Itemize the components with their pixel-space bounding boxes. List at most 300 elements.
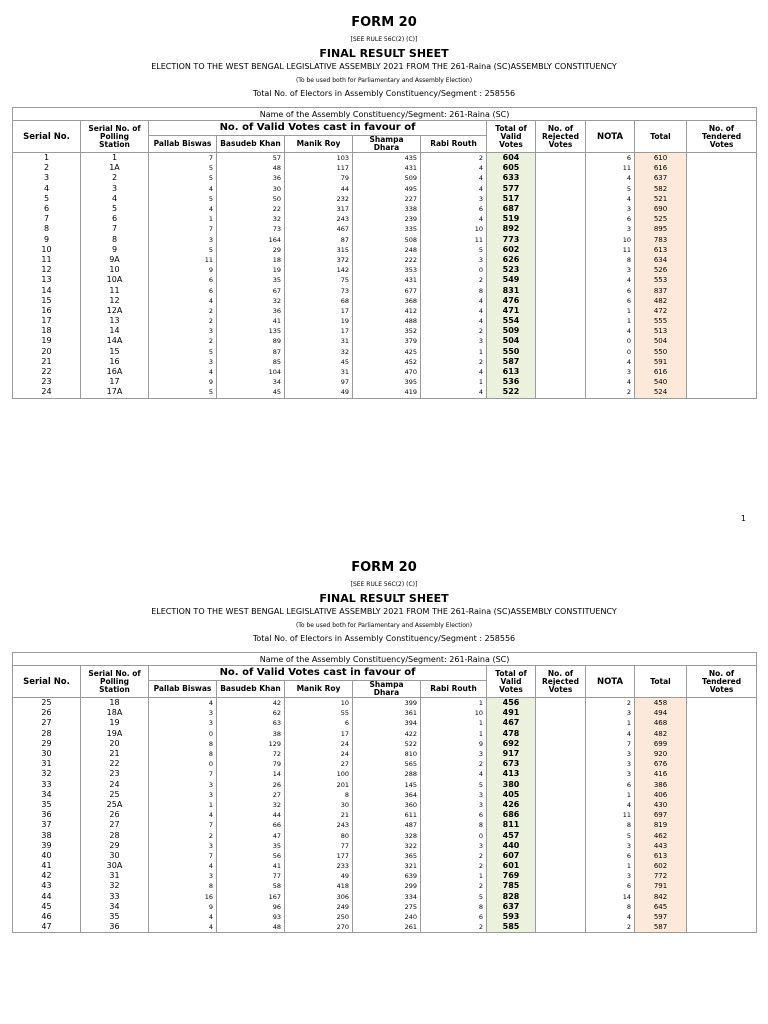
cell-serial: 37 — [13, 820, 81, 830]
candidate-header: Basudeb Khan — [217, 136, 285, 153]
cell-serial: 9 — [13, 235, 81, 245]
col-total: Total — [635, 666, 687, 698]
cell-total-valid: 509 — [487, 326, 536, 336]
cell-nota: 6 — [586, 285, 635, 295]
cell-pallab-biswas: 6 — [149, 285, 217, 295]
cell-tendered — [687, 820, 757, 830]
cell-total-valid: 491 — [487, 708, 536, 718]
cell-rejected — [536, 739, 586, 749]
cell-total-valid: 426 — [487, 800, 536, 810]
candidate-header: Basudeb Khan — [217, 681, 285, 698]
cell-total: 540 — [635, 377, 687, 387]
cell-total: 386 — [635, 780, 687, 790]
cell-polling-station: 36 — [81, 922, 149, 933]
cell-rabi-routh: 3 — [421, 194, 487, 204]
cell-shampa-dhara: 360 — [353, 800, 421, 810]
cell-polling-station: 27 — [81, 820, 149, 830]
cell-shampa-dhara: 508 — [353, 235, 421, 245]
cell-basudeb-khan: 129 — [217, 739, 285, 749]
cell-rejected — [536, 759, 586, 769]
cell-rejected — [536, 729, 586, 739]
cell-nota: 3 — [586, 265, 635, 275]
cell-manik-roy: 27 — [285, 759, 353, 769]
cell-total: 772 — [635, 871, 687, 881]
result-table — [12, 107, 757, 399]
cell-rabi-routh: 3 — [421, 255, 487, 265]
cell-rejected — [536, 892, 586, 902]
cell-shampa-dhara: 248 — [353, 245, 421, 255]
usage-note: (To be used both for Parliamentary and Assembly Election) — [295, 77, 473, 84]
col-total-valid: Total of Valid Votes — [487, 666, 536, 698]
cell-serial: 12 — [13, 265, 81, 275]
col-rejected: No. of Rejected Votes — [536, 121, 586, 153]
cell-polling-station: 26 — [81, 810, 149, 820]
table-row — [13, 820, 757, 830]
table-row — [13, 347, 757, 357]
cell-nota: 4 — [586, 326, 635, 336]
cell-shampa-dhara: 328 — [353, 830, 421, 840]
cell-serial: 17 — [13, 316, 81, 326]
cell-polling-station: 1A — [81, 163, 149, 173]
cell-polling-station: 31 — [81, 871, 149, 881]
cell-rabi-routh: 1 — [421, 698, 487, 709]
cell-tendered — [687, 357, 757, 367]
cell-basudeb-khan: 38 — [217, 729, 285, 739]
cell-polling-station: 25A — [81, 800, 149, 810]
cell-total: 597 — [635, 912, 687, 922]
cell-pallab-biswas: 5 — [149, 163, 217, 173]
cell-rejected — [536, 790, 586, 800]
table-row — [13, 718, 757, 728]
cell-tendered — [687, 841, 757, 851]
table-row — [13, 194, 757, 204]
cell-serial: 16 — [13, 306, 81, 316]
table-row — [13, 173, 757, 183]
cell-nota: 8 — [586, 820, 635, 830]
cell-total: 443 — [635, 841, 687, 851]
cell-manik-roy: 117 — [285, 163, 353, 173]
cell-polling-station: 14A — [81, 336, 149, 346]
cell-pallab-biswas: 2 — [149, 306, 217, 316]
cell-manik-roy: 44 — [285, 184, 353, 194]
cell-total-valid: 602 — [487, 245, 536, 255]
cell-pallab-biswas: 3 — [149, 235, 217, 245]
cell-serial: 11 — [13, 255, 81, 265]
cell-manik-roy: 17 — [285, 729, 353, 739]
cell-pallab-biswas: 2 — [149, 316, 217, 326]
cell-rabi-routh: 8 — [421, 902, 487, 912]
cell-shampa-dhara: 452 — [353, 357, 421, 367]
cell-total: 591 — [635, 357, 687, 367]
cell-total-valid: 467 — [487, 718, 536, 728]
table-row — [13, 245, 757, 255]
cell-rejected — [536, 830, 586, 840]
cell-shampa-dhara: 335 — [353, 224, 421, 234]
table-row — [13, 377, 757, 387]
cell-total-valid: 504 — [487, 336, 536, 346]
cell-polling-station: 16A — [81, 367, 149, 377]
cell-total-valid: 523 — [487, 265, 536, 275]
cell-rabi-routh: 1 — [421, 377, 487, 387]
cell-rejected — [536, 347, 586, 357]
cell-manik-roy: 243 — [285, 214, 353, 224]
cell-rabi-routh: 4 — [421, 306, 487, 316]
cell-tendered — [687, 296, 757, 306]
cell-polling-station: 32 — [81, 881, 149, 891]
cell-total: 837 — [635, 285, 687, 295]
cell-tendered — [687, 326, 757, 336]
cell-basudeb-khan: 41 — [217, 316, 285, 326]
cell-total: 602 — [635, 861, 687, 871]
table-row — [13, 749, 757, 759]
cell-basudeb-khan: 42 — [217, 698, 285, 709]
cell-rabi-routh: 1 — [421, 718, 487, 728]
cell-total: 472 — [635, 306, 687, 316]
cell-basudeb-khan: 77 — [217, 871, 285, 881]
cell-tendered — [687, 800, 757, 810]
cell-manik-roy: 232 — [285, 194, 353, 204]
cell-manik-roy: 24 — [285, 749, 353, 759]
cell-total: 458 — [635, 698, 687, 709]
cell-total-valid: 440 — [487, 841, 536, 851]
cell-total: 504 — [635, 336, 687, 346]
cell-rejected — [536, 912, 586, 922]
cell-rabi-routh: 3 — [421, 336, 487, 346]
cell-tendered — [687, 163, 757, 173]
table-row — [13, 861, 757, 871]
col-polling-station: Serial No. of Polling Station — [81, 666, 149, 698]
cell-shampa-dhara: 488 — [353, 316, 421, 326]
cell-total: 482 — [635, 729, 687, 739]
cell-pallab-biswas: 4 — [149, 296, 217, 306]
cell-basudeb-khan: 22 — [217, 204, 285, 214]
table-row — [13, 759, 757, 769]
cell-polling-station: 12A — [81, 306, 149, 316]
cell-basudeb-khan: 48 — [217, 922, 285, 933]
cell-total: 406 — [635, 790, 687, 800]
cell-serial: 20 — [13, 347, 81, 357]
cell-total-valid: 604 — [487, 153, 536, 164]
cell-basudeb-khan: 18 — [217, 255, 285, 265]
cell-shampa-dhara: 334 — [353, 892, 421, 902]
cell-basudeb-khan: 14 — [217, 769, 285, 779]
table-row — [13, 367, 757, 377]
cell-pallab-biswas: 7 — [149, 224, 217, 234]
cell-shampa-dhara: 379 — [353, 336, 421, 346]
cell-rabi-routh: 9 — [421, 739, 487, 749]
total-electors: Total No. of Electors in Assembly Constituency/Segment : 258556 — [252, 634, 516, 643]
cell-rabi-routh: 2 — [421, 357, 487, 367]
cell-pallab-biswas: 4 — [149, 810, 217, 820]
cell-shampa-dhara: 361 — [353, 708, 421, 718]
cell-manik-roy: 315 — [285, 245, 353, 255]
cell-total-valid: 687 — [487, 204, 536, 214]
cell-manik-roy: 79 — [285, 173, 353, 183]
cell-tendered — [687, 749, 757, 759]
cell-rejected — [536, 902, 586, 912]
candidate-header: Shampa Dhara — [353, 681, 421, 698]
cell-polling-station: 5 — [81, 204, 149, 214]
cell-pallab-biswas: 9 — [149, 377, 217, 387]
cell-nota: 1 — [586, 316, 635, 326]
cell-tendered — [687, 235, 757, 245]
cell-polling-station: 33 — [81, 892, 149, 902]
table-row — [13, 912, 757, 922]
cell-nota: 6 — [586, 851, 635, 861]
cell-basudeb-khan: 93 — [217, 912, 285, 922]
constituency-name-row: Name of the Assembly Constituency/Segment: 261-Raina (SC) — [13, 653, 757, 666]
cell-shampa-dhara: 487 — [353, 820, 421, 830]
cell-total: 616 — [635, 163, 687, 173]
cell-serial: 45 — [13, 902, 81, 912]
cell-total-valid: 476 — [487, 296, 536, 306]
cell-rabi-routh: 3 — [421, 749, 487, 759]
cell-tendered — [687, 902, 757, 912]
cell-polling-station: 25 — [81, 790, 149, 800]
cell-total-valid: 413 — [487, 769, 536, 779]
cell-manik-roy: 21 — [285, 810, 353, 820]
candidate-header: Manik Roy — [285, 136, 353, 153]
cell-tendered — [687, 871, 757, 881]
cell-pallab-biswas: 16 — [149, 892, 217, 902]
cell-total-valid: 613 — [487, 367, 536, 377]
cell-polling-station: 30 — [81, 851, 149, 861]
cell-rabi-routh: 5 — [421, 245, 487, 255]
cell-total: 582 — [635, 184, 687, 194]
col-polling-station: Serial No. of Polling Station — [81, 121, 149, 153]
cell-serial: 42 — [13, 871, 81, 881]
cell-total-valid: 892 — [487, 224, 536, 234]
cell-tendered — [687, 377, 757, 387]
cell-basudeb-khan: 29 — [217, 245, 285, 255]
cell-polling-station: 6 — [81, 214, 149, 224]
cell-rabi-routh: 2 — [421, 759, 487, 769]
cell-nota: 14 — [586, 892, 635, 902]
cell-pallab-biswas: 8 — [149, 749, 217, 759]
cell-nota: 11 — [586, 245, 635, 255]
cell-total: 553 — [635, 275, 687, 285]
cell-total-valid: 811 — [487, 820, 536, 830]
cell-nota: 4 — [586, 729, 635, 739]
cell-rejected — [536, 367, 586, 377]
cell-total-valid: 478 — [487, 729, 536, 739]
cell-rabi-routh: 4 — [421, 173, 487, 183]
cell-manik-roy: 249 — [285, 902, 353, 912]
cell-polling-station: 17A — [81, 387, 149, 398]
result-rows — [13, 698, 757, 933]
cell-serial: 13 — [13, 275, 81, 285]
cell-shampa-dhara: 509 — [353, 173, 421, 183]
cell-shampa-dhara: 321 — [353, 861, 421, 871]
cell-polling-station: 35 — [81, 912, 149, 922]
table-row — [13, 780, 757, 790]
cell-pallab-biswas: 5 — [149, 245, 217, 255]
cell-pallab-biswas: 7 — [149, 153, 217, 164]
cell-polling-station: 16 — [81, 357, 149, 367]
cell-pallab-biswas: 2 — [149, 336, 217, 346]
cell-total-valid: 522 — [487, 387, 536, 398]
sheet-title: FINAL RESULT SHEET — [319, 47, 449, 60]
cell-tendered — [687, 892, 757, 902]
candidate-header: Shampa Dhara — [353, 136, 421, 153]
cell-tendered — [687, 275, 757, 285]
cell-manik-roy: 68 — [285, 296, 353, 306]
cell-shampa-dhara: 261 — [353, 922, 421, 933]
cell-total: 697 — [635, 810, 687, 820]
cell-basudeb-khan: 58 — [217, 881, 285, 891]
cell-nota: 11 — [586, 810, 635, 820]
cell-tendered — [687, 184, 757, 194]
cell-polling-station: 29 — [81, 841, 149, 851]
cell-tendered — [687, 255, 757, 265]
cell-rabi-routh: 3 — [421, 790, 487, 800]
table-row — [13, 306, 757, 316]
cell-tendered — [687, 204, 757, 214]
cell-rabi-routh: 5 — [421, 780, 487, 790]
cell-rejected — [536, 357, 586, 367]
col-rejected: No. of Rejected Votes — [536, 666, 586, 698]
col-valid-votes-group: No. of Valid Votes cast in favour of — [149, 666, 487, 681]
cell-polling-station: 15 — [81, 347, 149, 357]
cell-basudeb-khan: 27 — [217, 790, 285, 800]
cell-polling-station: 12 — [81, 296, 149, 306]
cell-nota: 3 — [586, 759, 635, 769]
cell-serial: 30 — [13, 749, 81, 759]
cell-manik-roy: 24 — [285, 739, 353, 749]
cell-rejected — [536, 194, 586, 204]
cell-basudeb-khan: 34 — [217, 377, 285, 387]
result-sheet-page-2 — [0, 545, 768, 932]
cell-rabi-routh: 2 — [421, 851, 487, 861]
cell-total: 521 — [635, 194, 687, 204]
cell-polling-station: 20 — [81, 739, 149, 749]
cell-pallab-biswas: 3 — [149, 780, 217, 790]
cell-total: 494 — [635, 708, 687, 718]
cell-total: 676 — [635, 759, 687, 769]
cell-pallab-biswas: 3 — [149, 841, 217, 851]
cell-nota: 5 — [586, 830, 635, 840]
cell-polling-station: 8 — [81, 235, 149, 245]
cell-serial: 19 — [13, 336, 81, 346]
cell-rejected — [536, 184, 586, 194]
cell-shampa-dhara: 470 — [353, 367, 421, 377]
col-valid-votes-group: No. of Valid Votes cast in favour of — [149, 121, 487, 136]
cell-manik-roy: 250 — [285, 912, 353, 922]
cell-rabi-routh: 0 — [421, 265, 487, 275]
table-row — [13, 224, 757, 234]
cell-shampa-dhara: 394 — [353, 718, 421, 728]
cell-basudeb-khan: 79 — [217, 759, 285, 769]
cell-total-valid: 554 — [487, 316, 536, 326]
cell-rejected — [536, 861, 586, 871]
cell-rejected — [536, 708, 586, 718]
cell-nota: 3 — [586, 367, 635, 377]
cell-rejected — [536, 326, 586, 336]
cell-serial: 14 — [13, 285, 81, 295]
cell-total-valid: 587 — [487, 357, 536, 367]
cell-serial: 33 — [13, 780, 81, 790]
cell-tendered — [687, 306, 757, 316]
cell-total-valid: 380 — [487, 780, 536, 790]
cell-shampa-dhara: 431 — [353, 163, 421, 173]
cell-serial: 40 — [13, 851, 81, 861]
cell-basudeb-khan: 35 — [217, 841, 285, 851]
cell-basudeb-khan: 67 — [217, 285, 285, 295]
cell-nota: 4 — [586, 800, 635, 810]
cell-manik-roy: 55 — [285, 708, 353, 718]
cell-manik-roy: 306 — [285, 892, 353, 902]
cell-shampa-dhara: 611 — [353, 810, 421, 820]
cell-shampa-dhara: 353 — [353, 265, 421, 275]
table-row — [13, 163, 757, 173]
cell-nota: 11 — [586, 163, 635, 173]
cell-shampa-dhara: 365 — [353, 851, 421, 861]
cell-rabi-routh: 0 — [421, 830, 487, 840]
cell-rabi-routh: 1 — [421, 871, 487, 881]
cell-serial: 23 — [13, 377, 81, 387]
cell-polling-station: 1 — [81, 153, 149, 164]
cell-nota: 6 — [586, 296, 635, 306]
cell-nota: 3 — [586, 871, 635, 881]
cell-polling-station: 14 — [81, 326, 149, 336]
cell-manik-roy: 10 — [285, 698, 353, 709]
cell-total: 637 — [635, 173, 687, 183]
cell-tendered — [687, 367, 757, 377]
cell-shampa-dhara: 227 — [353, 194, 421, 204]
cell-basudeb-khan: 167 — [217, 892, 285, 902]
cell-rejected — [536, 336, 586, 346]
table-row — [13, 739, 757, 749]
cell-total-valid: 607 — [487, 851, 536, 861]
cell-manik-roy: 372 — [285, 255, 353, 265]
cell-polling-station: 7 — [81, 224, 149, 234]
cell-polling-station: 3 — [81, 184, 149, 194]
election-title: ELECTION TO THE WEST BENGAL LEGISLATIVE ASSEMBLY 2021 FROM THE 261-Raina (SC)ASSEMBLY CONSTITUENCY — [151, 62, 617, 71]
cell-nota: 6 — [586, 153, 635, 164]
cell-tendered — [687, 718, 757, 728]
cell-tendered — [687, 729, 757, 739]
cell-rabi-routh: 2 — [421, 881, 487, 891]
cell-pallab-biswas: 5 — [149, 387, 217, 398]
cell-manik-roy: 103 — [285, 153, 353, 164]
cell-shampa-dhara: 565 — [353, 759, 421, 769]
cell-total: 616 — [635, 367, 687, 377]
cell-shampa-dhara: 239 — [353, 214, 421, 224]
cell-manik-roy: 177 — [285, 851, 353, 861]
cell-serial: 4 — [13, 184, 81, 194]
cell-shampa-dhara: 810 — [353, 749, 421, 759]
cell-serial: 26 — [13, 708, 81, 718]
cell-rabi-routh: 4 — [421, 214, 487, 224]
cell-total: 920 — [635, 749, 687, 759]
cell-nota: 1 — [586, 861, 635, 871]
cell-polling-station: 23 — [81, 769, 149, 779]
cell-total-valid: 637 — [487, 902, 536, 912]
cell-shampa-dhara: 368 — [353, 296, 421, 306]
cell-serial: 22 — [13, 367, 81, 377]
cell-rejected — [536, 224, 586, 234]
cell-rabi-routh: 5 — [421, 892, 487, 902]
cell-basudeb-khan: 104 — [217, 367, 285, 377]
cell-polling-station: 19 — [81, 718, 149, 728]
cell-basudeb-khan: 44 — [217, 810, 285, 820]
cell-pallab-biswas: 11 — [149, 255, 217, 265]
cell-nota: 4 — [586, 377, 635, 387]
cell-polling-station: 10A — [81, 275, 149, 285]
cell-total: 555 — [635, 316, 687, 326]
cell-rejected — [536, 296, 586, 306]
cell-rabi-routh: 4 — [421, 769, 487, 779]
